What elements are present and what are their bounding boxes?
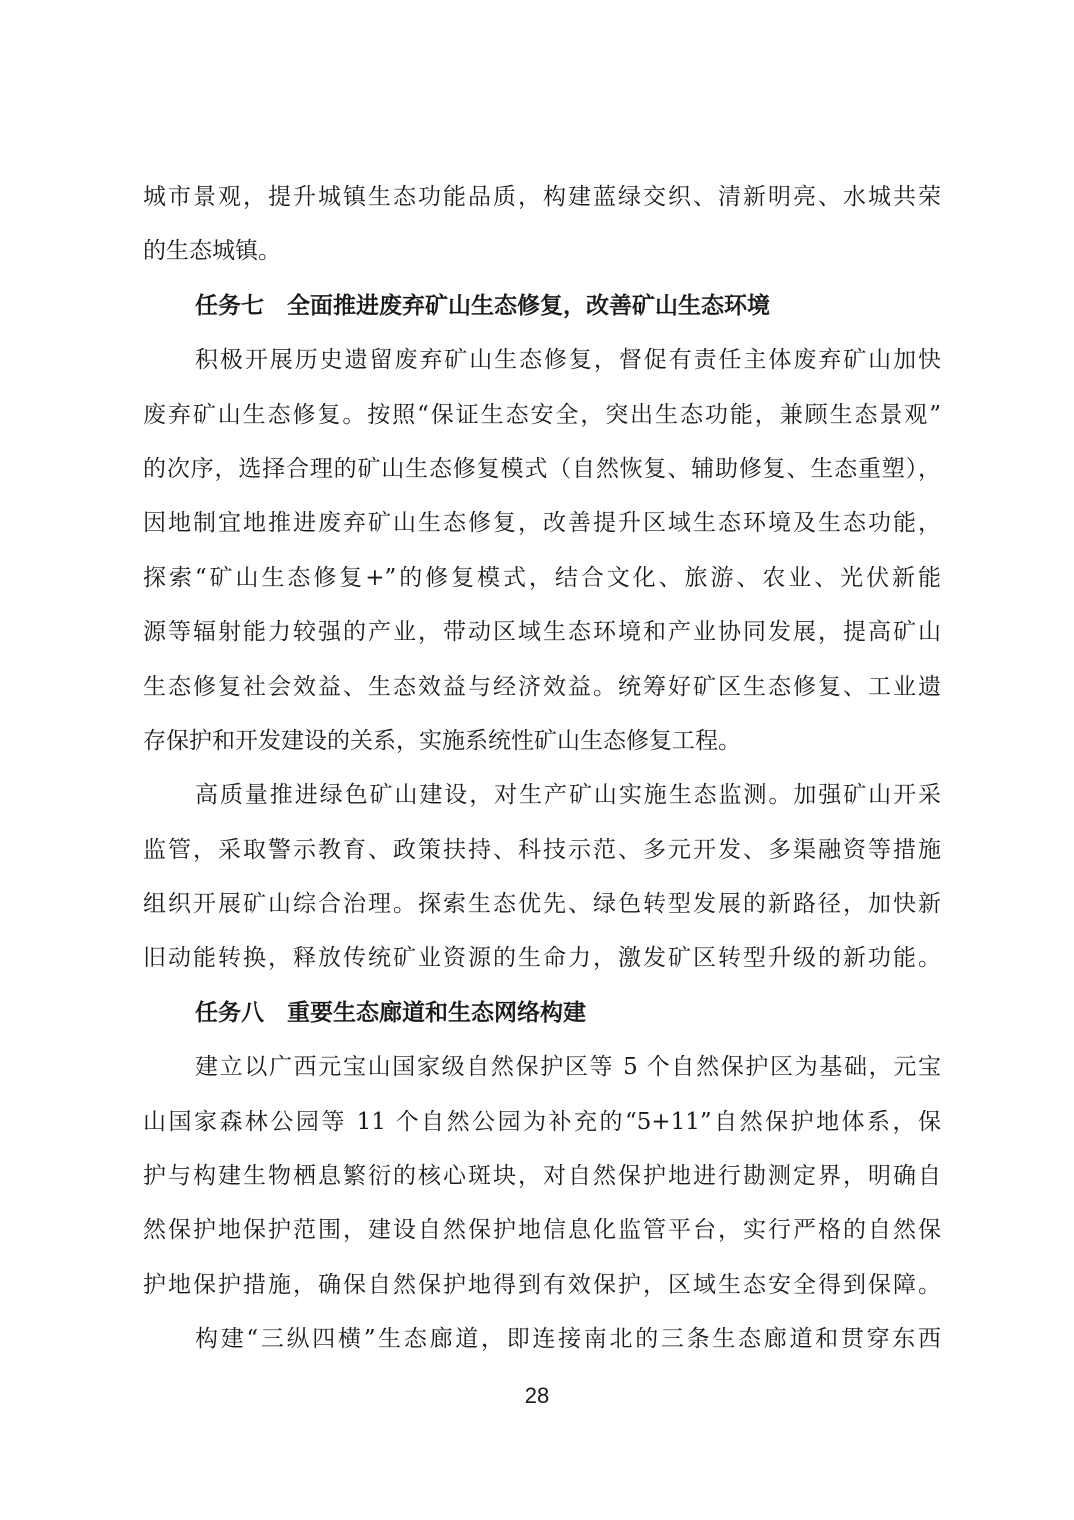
text-block [143,170,941,1367]
heading-line: 任务七 全面推进废弃矿山生态修复，改善矿山生态环境 [195,292,770,319]
heading-line: 任务八 重要生态廊道和生态网络构建 [195,999,586,1026]
text-line: 监管，采取警示教育、政策扶持、科技示范、多元开发、多渠融资等措施 [143,836,941,863]
text-line: 积极开展历史遗留废弃矿山生态修复，督促有责任主体废弃矿山加快 [195,347,941,374]
text-line: 因地制宜地推进废弃矿山生态修复，改善提升区域生态环境及生态功能， [143,510,941,537]
text-line: 然保护地保护范围，建设自然保护地信息化监管平台，实行严格的自然保 [143,1217,941,1244]
text-line: 城市景观，提升城镇生态功能品质，构建蓝绿交织、清新明亮、水城共荣 [143,184,941,210]
text-line: 山国家森林公园等 11 个自然公园为补充的“5+11”自然保护地体系，保 [143,1108,941,1135]
text-line: 存保护和开发建设的关系，实施系统性矿山生态修复工程。 [143,727,741,754]
text-line: 的生态城镇。 [143,238,281,265]
text-line: 旧动能转换，释放传统矿业资源的生命力，激发矿区转型升级的新功能。 [143,945,941,972]
text-line: 护与构建生物栖息繁衍的核心斑块，对自然保护地进行勘测定界，明确自 [143,1163,941,1190]
text-line: 高质量推进绿色矿山建设，对生产矿山实施生态监测。加强矿山开采 [195,782,941,809]
text-line: 废弃矿山生态修复。按照“保证生态安全，突出生态功能，兼顾生态景观” [143,401,941,428]
page-number: 28 [524,1383,550,1408]
text-line: 构建“三纵四横”生态廊道，即连接南北的三条生态廊道和贯穿东西 [195,1326,941,1353]
text-line: 探索“矿山生态修复+”的修复模式，结合文化、旅游、农业、光伏新能 [143,564,941,591]
text-line: 生态修复社会效益、生态效益与经济效益。统筹好矿区生态修复、工业遗 [143,673,941,700]
text-line: 的次序，选择合理的矿山生态修复模式（自然恢复、辅助修复、生态重塑）， [143,455,941,482]
text-line: 建立以广西元宝山国家级自然保护区等 5 个自然保护区为基础，元宝 [195,1054,941,1081]
text-line: 护地保护措施，确保自然保护地得到有效保护，区域生态安全得到保障。 [143,1271,941,1298]
text-line: 源等辐射能力较强的产业，带动区域生态环境和产业协同发展，提高矿山 [143,619,941,646]
text-line: 组织开展矿山综合治理。探索生态优先、绿色转型发展的新路径，加快新 [143,891,941,918]
